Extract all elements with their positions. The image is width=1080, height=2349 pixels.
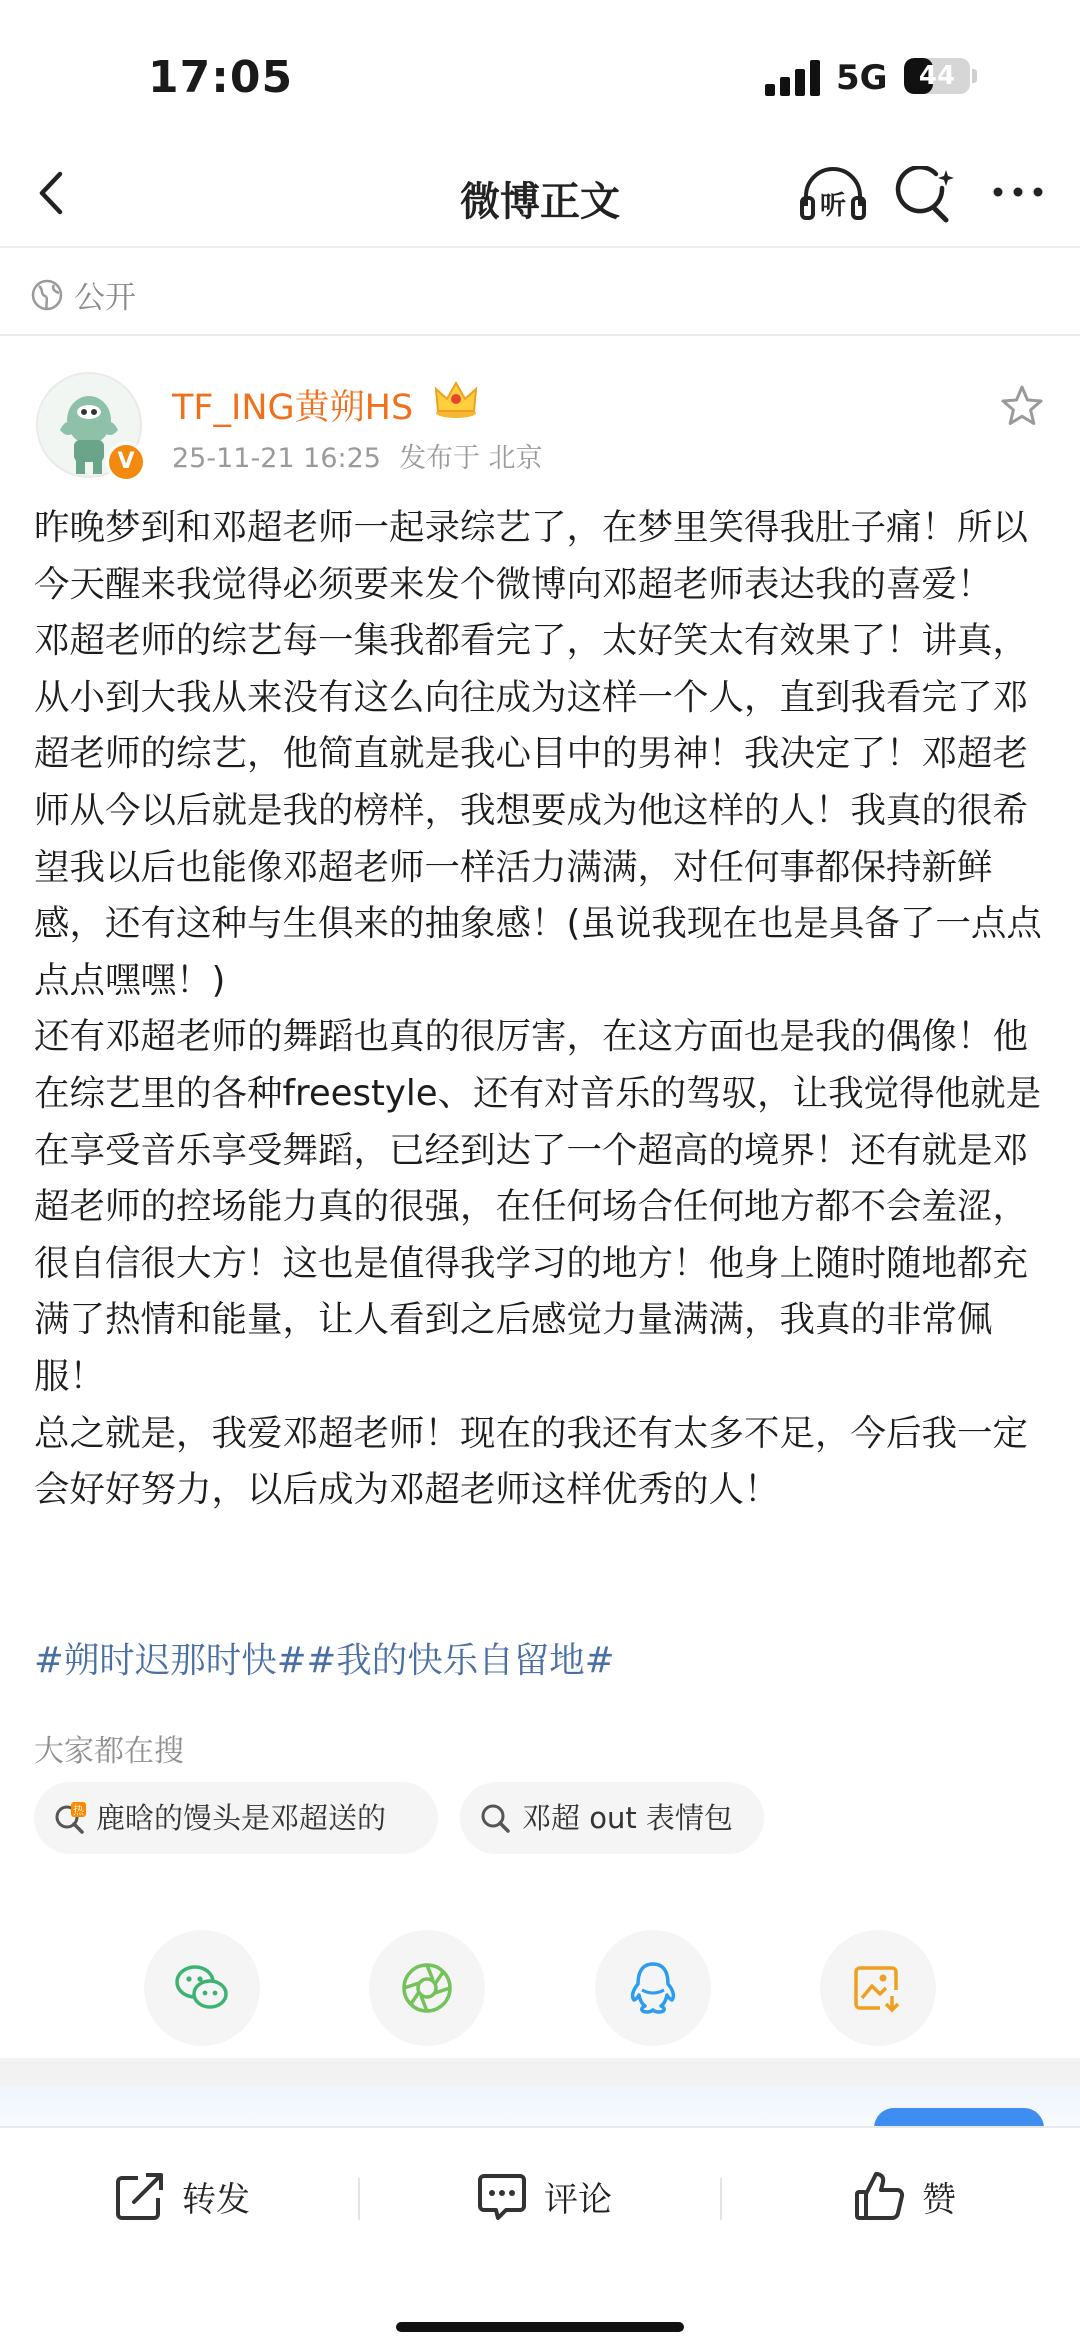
verified-badge: V	[106, 442, 146, 482]
hot-mark: 热	[73, 1804, 84, 1817]
share-wechat-button[interactable]	[144, 1930, 260, 2046]
search-chip[interactable]	[460, 1782, 764, 1854]
page-title: 微博正文	[460, 179, 620, 225]
chip-label: 鹿晗的馒头是邓超送的	[96, 1801, 387, 1835]
home-indicator[interactable]	[396, 2322, 684, 2332]
hashtag-links[interactable]: #朔时迟那时快##我的快乐自留地#	[34, 1640, 615, 1681]
section-divider	[0, 334, 1080, 336]
listen-label: 听	[819, 191, 847, 221]
like-label: 赞	[922, 2180, 956, 2220]
toolbar-divider	[358, 2178, 360, 2220]
comment-label: 评论	[544, 2180, 612, 2220]
post-paragraph: 还有邓超老师的舞蹈也真的很厉害，在这方面也是我的偶像！他在综艺里的各种freestyle、还有对音乐的驾驭，让我觉得他就是在享受音乐享受舞蹈，已经到达了一个超高的境界！还有就是邓超老师的控场能力真的很强，在任何场合任何地方都不会羞涩，很自信很大方！这也是值得我学习的地方！他身上随时随地都充满了热情和能量，让人看到之后感觉力量满满，我真的非常佩服！	[34, 1016, 1042, 1397]
nav-divider	[0, 246, 1080, 248]
network-type: 5G	[836, 58, 888, 98]
chip-label: 邓超 out 表情包	[522, 1801, 733, 1835]
visibility-indicator	[30, 272, 136, 316]
search-icon	[480, 1802, 512, 1834]
section-band	[0, 2058, 1080, 2086]
search-section-label: 大家都在搜	[34, 1734, 184, 1769]
qq-icon	[625, 1960, 681, 2016]
repost-label: 转发	[182, 2180, 250, 2220]
globe-icon	[30, 278, 64, 312]
thumbs-up-icon	[852, 2168, 908, 2224]
post-paragraph: 邓超老师的综艺每一集我都看完了，太好笑太有效果了！讲真，从小到大我从来没有这么向往成为这样一个人，直到我看完了邓超老师的综艺，他简直就是我心目中的男神！我决定了！邓超老师从今以后就是我的榜样，我想要成为他这样的人！我真的很希望我以后也能像邓超老师一样活力满满，对任何事都保持新鲜感，还有这种与生俱来的抽象感！(虽说我现在也是具备了一点点点点嘿嘿！)	[34, 620, 1042, 1001]
moments-icon	[399, 1960, 455, 2016]
repost-button[interactable]	[112, 2166, 262, 2230]
post-text	[34, 500, 1046, 1519]
comment-button[interactable]	[474, 2166, 624, 2230]
cellular-signal-icon	[765, 60, 821, 96]
post-location: 发布于 北京	[398, 443, 543, 474]
post-paragraph: 昨晚梦到和邓超老师一起录综艺了，在梦里笑得我肚子痛！所以今天醒来我觉得必须要来发个微博向邓超老师表达我的喜爱！	[34, 507, 1029, 605]
visibility-label: 公开	[74, 280, 136, 316]
comment-icon	[474, 2168, 530, 2224]
hot-search-chip[interactable]	[34, 1782, 438, 1854]
post-paragraph: 总之就是，我爱邓超老师！现在的我还有太多不足，今后我一定会好好努力，以后成为邓超老师这样优秀的人！	[34, 1412, 1029, 1511]
hot-search-icon	[54, 1802, 86, 1834]
bottom-toolbar	[0, 2126, 1080, 2349]
star-icon[interactable]	[998, 382, 1046, 430]
battery-icon	[904, 58, 970, 94]
like-button[interactable]	[852, 2166, 982, 2230]
sparkle-search-icon[interactable]	[892, 166, 962, 224]
battery-cap	[972, 69, 977, 83]
more-dots-icon[interactable]	[984, 166, 1054, 224]
wechat-icon	[174, 1960, 230, 2016]
author-name[interactable]: TF_ING黄朔HS	[172, 388, 414, 428]
save-image-button[interactable]	[820, 1930, 936, 2046]
post-meta	[172, 436, 543, 475]
crown-icon[interactable]	[432, 379, 480, 428]
toolbar-divider	[720, 2178, 722, 2220]
headphone-listen-icon[interactable]	[798, 166, 868, 224]
share-moments-button[interactable]	[369, 1930, 485, 2046]
repost-icon	[112, 2168, 168, 2224]
share-qq-button[interactable]	[595, 1930, 711, 2046]
status-time: 17:05	[148, 52, 294, 103]
post-date: 25-11-21 16:25	[172, 443, 381, 474]
battery-level: 44	[918, 61, 956, 91]
save-image-icon	[850, 1960, 906, 2016]
